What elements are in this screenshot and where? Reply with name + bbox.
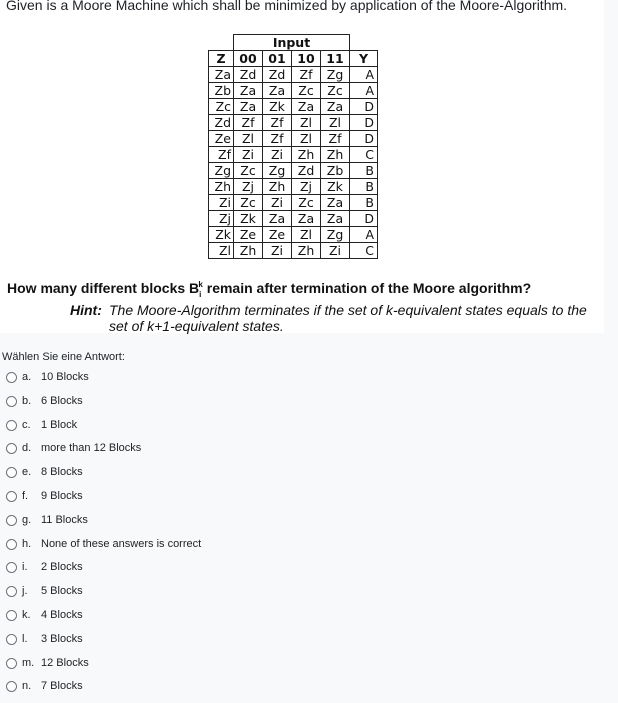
- output-cell: D: [350, 115, 378, 131]
- question-text-panel: [0, 0, 604, 333]
- hint: [70, 302, 600, 334]
- next-state-cell: Ze: [263, 227, 292, 243]
- next-state-cell: Zh: [321, 147, 350, 163]
- next-state-cell: Zk: [321, 179, 350, 195]
- radio-button[interactable]: [6, 610, 17, 621]
- radio-button[interactable]: [6, 658, 17, 669]
- option-letter: n.: [22, 680, 32, 693]
- option-letter: b.: [22, 394, 32, 407]
- radio-button[interactable]: [6, 634, 17, 645]
- block-subscript: i: [199, 289, 202, 299]
- next-state-cell: Za: [263, 83, 292, 99]
- radio-button[interactable]: [6, 443, 17, 454]
- next-state-cell: Zl: [292, 115, 321, 131]
- table-row: [209, 163, 378, 179]
- hint-label: Hint:: [70, 302, 102, 318]
- input-column-header: 10: [292, 51, 321, 67]
- output-cell: D: [350, 99, 378, 115]
- input-header: Input: [234, 35, 350, 51]
- next-state-cell: Zf: [263, 131, 292, 147]
- state-cell: Zl: [209, 243, 234, 259]
- output-cell: B: [350, 163, 378, 179]
- next-state-cell: Zc: [292, 195, 321, 211]
- answer-option[interactable]: [6, 370, 89, 394]
- output-cell: D: [350, 211, 378, 227]
- option-label[interactable]: 1 Block: [41, 418, 78, 431]
- radio-button[interactable]: [6, 372, 17, 383]
- state-cell: Zg: [209, 163, 234, 179]
- table-row: [209, 211, 378, 227]
- output-cell: D: [350, 131, 378, 147]
- next-state-cell: Za: [321, 211, 350, 227]
- output-cell: A: [350, 67, 378, 83]
- next-state-cell: Zi: [263, 195, 292, 211]
- state-cell: Ze: [209, 131, 234, 147]
- next-state-cell: Zl: [292, 227, 321, 243]
- next-state-cell: Zf: [234, 115, 263, 131]
- table-row: [209, 179, 378, 195]
- next-state-cell: Za: [292, 211, 321, 227]
- radio-button[interactable]: [6, 562, 17, 573]
- option-label[interactable]: None of these answers is correct: [41, 537, 202, 550]
- option-letter: l.: [22, 632, 28, 645]
- output-cell: C: [350, 147, 378, 163]
- radio-button[interactable]: [6, 681, 17, 692]
- hint-text: The Moore-Algorithm terminates if the set of k-equivalent states equals to the set of k+1-equivalent states.: [109, 302, 587, 334]
- answer-options: [6, 370, 202, 703]
- next-state-cell: Zg: [263, 163, 292, 179]
- table-row: [209, 83, 378, 99]
- next-state-cell: Zl: [321, 115, 350, 131]
- next-state-cell: Zh: [263, 179, 292, 195]
- radio-button[interactable]: [6, 491, 17, 502]
- option-letter: k.: [22, 608, 31, 621]
- next-state-cell: Zf: [292, 67, 321, 83]
- table-row: [209, 115, 378, 131]
- answer-option[interactable]: [6, 465, 83, 489]
- next-state-cell: Zh: [292, 243, 321, 259]
- answer-option[interactable]: [6, 584, 83, 608]
- radio-button[interactable]: [6, 586, 17, 597]
- radio-button[interactable]: [6, 467, 17, 478]
- next-state-cell: Zc: [292, 83, 321, 99]
- table-row: [209, 99, 378, 115]
- option-letter: e.: [22, 466, 32, 479]
- answer-option[interactable]: [6, 560, 83, 584]
- output-cell: A: [350, 227, 378, 243]
- option-label[interactable]: 5 Blocks: [41, 585, 83, 598]
- moore-machine-table: [208, 34, 378, 259]
- option-letter: a.: [22, 371, 32, 383]
- output-cell: C: [350, 243, 378, 259]
- next-state-cell: Zk: [263, 99, 292, 115]
- next-state-cell: Zh: [292, 147, 321, 163]
- next-state-cell: Za: [321, 195, 350, 211]
- next-state-cell: Zi: [263, 243, 292, 259]
- next-state-cell: Za: [321, 99, 350, 115]
- next-state-cell: Zj: [292, 179, 321, 195]
- state-cell: Zf: [209, 147, 234, 163]
- next-state-cell: Zg: [321, 67, 350, 83]
- table-row: [209, 195, 378, 211]
- output-cell: A: [350, 83, 378, 99]
- answer-prompt: Wählen Sie eine Antwort:: [2, 351, 125, 363]
- table-row: [209, 227, 378, 243]
- state-cell: Zk: [209, 227, 234, 243]
- answer-option[interactable]: [6, 394, 83, 418]
- option-letter: h.: [22, 537, 32, 550]
- next-state-cell: Zi: [321, 243, 350, 259]
- next-state-cell: Zh: [234, 243, 263, 259]
- radio-button[interactable]: [6, 515, 17, 526]
- next-state-cell: Zd: [234, 67, 263, 83]
- table-row: [209, 131, 378, 147]
- next-state-cell: Zc: [321, 83, 350, 99]
- next-state-cell: Zj: [234, 179, 263, 195]
- output-cell: B: [350, 179, 378, 195]
- option-letter: f.: [22, 489, 29, 502]
- next-state-cell: Zf: [321, 131, 350, 147]
- state-cell: Zb: [209, 83, 234, 99]
- state-cell: Zi: [209, 195, 234, 211]
- option-label[interactable]: 2 Blocks: [41, 561, 83, 574]
- input-column-header: 11: [321, 51, 350, 67]
- option-letter: m.: [22, 656, 35, 669]
- next-state-cell: Zf: [263, 115, 292, 131]
- option-letter: c.: [22, 418, 31, 431]
- next-state-cell: Za: [234, 83, 263, 99]
- state-cell: Za: [209, 67, 234, 83]
- state-cell: Zc: [209, 99, 234, 115]
- table-blank-header: [350, 35, 378, 51]
- table-row: [209, 243, 378, 259]
- option-label[interactable]: 6 Blocks: [41, 394, 83, 407]
- answer-option[interactable]: [6, 441, 142, 465]
- answer-option[interactable]: [6, 418, 78, 442]
- table-row: [209, 67, 378, 83]
- radio-button[interactable]: [6, 420, 17, 431]
- state-column-header: Z: [209, 51, 234, 67]
- next-state-cell: Zd: [292, 163, 321, 179]
- option-letter: g.: [22, 513, 32, 526]
- state-cell: Zh: [209, 179, 234, 195]
- block-symbol: B: [189, 280, 200, 296]
- question-heading: [7, 280, 531, 299]
- next-state-cell: Zc: [234, 195, 263, 211]
- option-letter: d.: [22, 442, 32, 455]
- next-state-cell: Zd: [263, 67, 292, 83]
- answer-option[interactable]: [6, 513, 88, 537]
- next-state-cell: Za: [292, 99, 321, 115]
- radio-button[interactable]: [6, 539, 17, 550]
- next-state-cell: Zi: [263, 147, 292, 163]
- option-letter: i.: [22, 561, 28, 574]
- output-cell: B: [350, 195, 378, 211]
- next-state-cell: Za: [234, 99, 263, 115]
- next-state-cell: Zl: [234, 131, 263, 147]
- table-row: [209, 147, 378, 163]
- input-column-header: 00: [234, 51, 263, 67]
- state-cell: Zd: [209, 115, 234, 131]
- option-letter: j.: [22, 585, 28, 598]
- heading-text: remain after termination of the Moore algorithm?: [202, 280, 532, 296]
- option-label[interactable]: 3 Blocks: [41, 632, 83, 645]
- input-column-header: 01: [263, 51, 292, 67]
- answer-option[interactable]: [6, 537, 202, 561]
- output-column-header: Y: [350, 51, 378, 67]
- option-label[interactable]: more than 12 Blocks: [41, 442, 142, 455]
- next-state-cell: Zc: [234, 163, 263, 179]
- next-state-cell: Zb: [321, 163, 350, 179]
- answer-option[interactable]: [6, 608, 83, 632]
- next-state-cell: Za: [263, 211, 292, 227]
- question-intro: Given is a Moore Machine which shall be minimized by application of the Moore-Algorithm.: [6, 0, 568, 13]
- answer-option[interactable]: [6, 489, 83, 513]
- next-state-cell: Zl: [292, 131, 321, 147]
- option-label[interactable]: 12 Blocks: [41, 656, 89, 669]
- block-superscript: k: [198, 280, 203, 290]
- next-state-cell: Zg: [321, 227, 350, 243]
- answer-option[interactable]: [6, 656, 89, 680]
- option-label[interactable]: 11 Blocks: [41, 513, 88, 526]
- option-label[interactable]: 7 Blocks: [41, 680, 83, 693]
- next-state-cell: Ze: [234, 227, 263, 243]
- heading-text: How many different blocks: [7, 280, 190, 296]
- state-cell: Zj: [209, 211, 234, 227]
- option-label[interactable]: 10 Blocks: [41, 371, 89, 383]
- next-state-cell: Zi: [234, 147, 263, 163]
- answer-option[interactable]: [6, 679, 83, 703]
- option-label[interactable]: 4 Blocks: [41, 608, 83, 621]
- answer-option[interactable]: [6, 632, 83, 656]
- next-state-cell: Zk: [234, 211, 263, 227]
- option-label[interactable]: 9 Blocks: [41, 489, 83, 502]
- option-label[interactable]: 8 Blocks: [41, 466, 83, 479]
- radio-button[interactable]: [6, 396, 17, 407]
- table-blank-header: [209, 35, 234, 51]
